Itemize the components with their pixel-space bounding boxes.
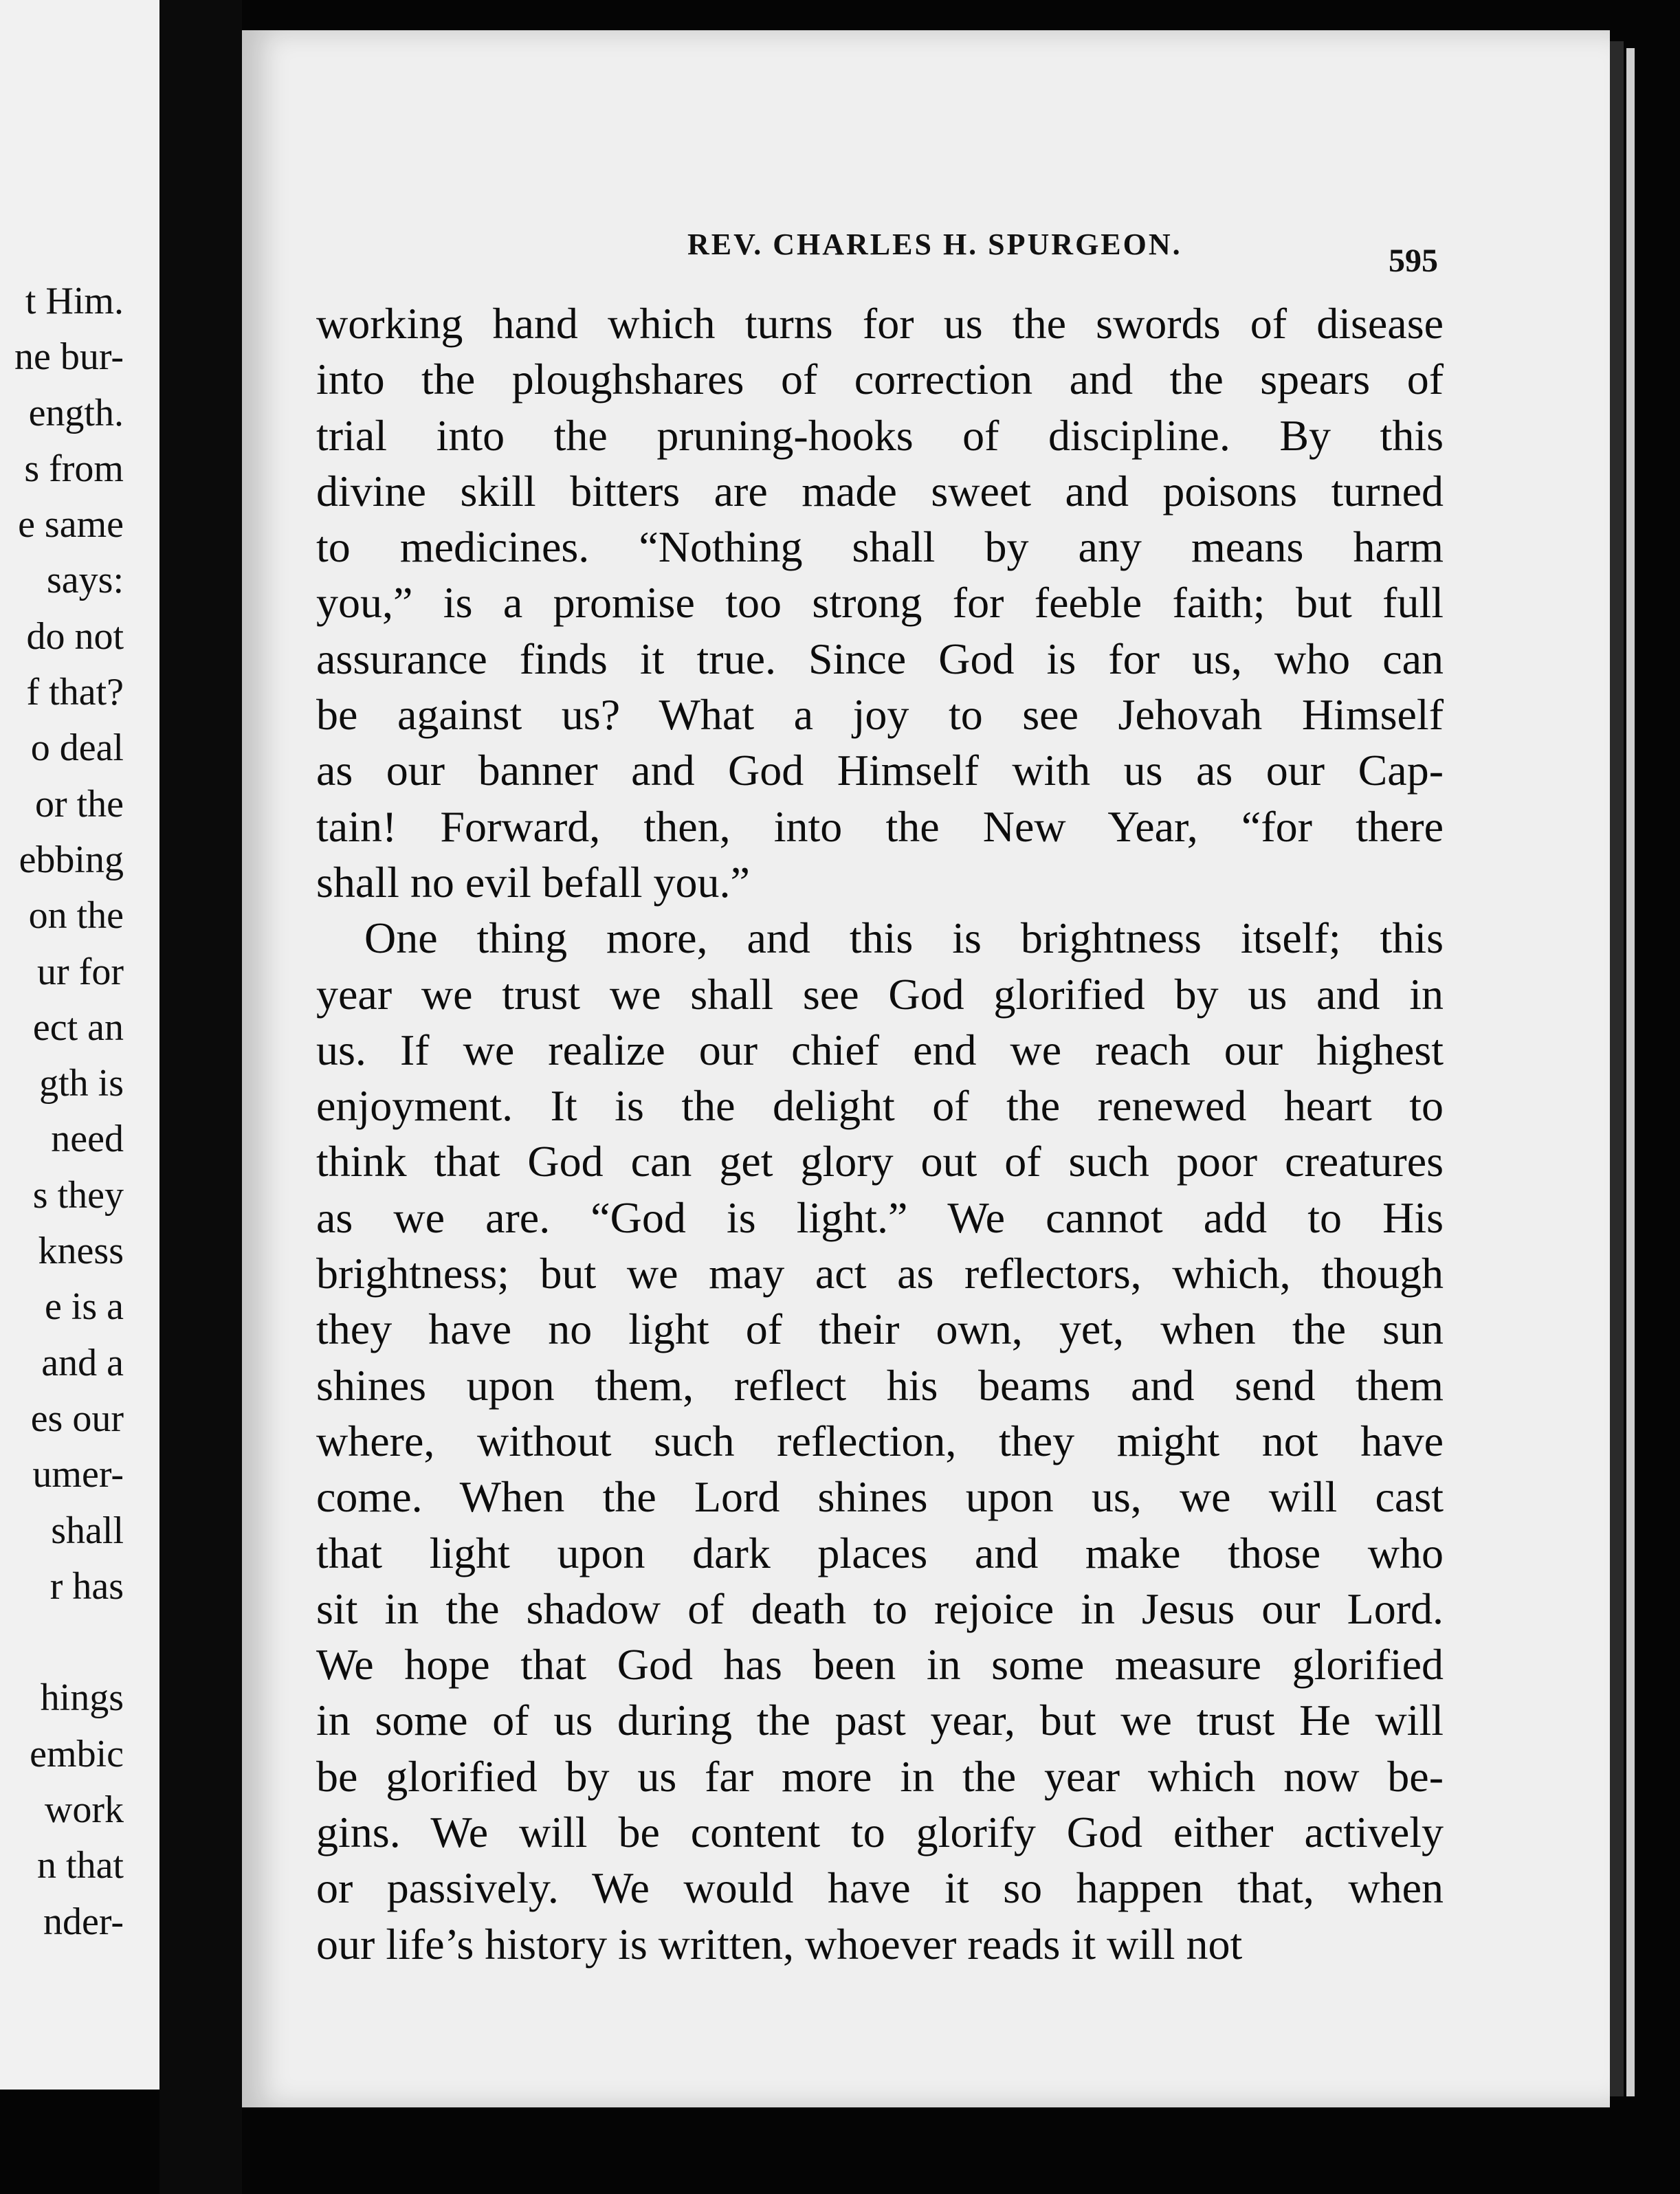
- page-edge: [1626, 48, 1635, 2096]
- left-line-fragment: ebbing: [19, 838, 124, 881]
- left-line-fragment: gth is: [39, 1062, 124, 1105]
- text-line: us. If we realize our chief end we reach our highest: [316, 1025, 1444, 1074]
- left-line-fragment: embic: [30, 1732, 124, 1775]
- text-line: or passively. We would have it so happen that, when: [316, 1863, 1444, 1913]
- text-line: our life’s history is written, whoever reads it will not: [316, 1919, 1243, 1969]
- running-head: REV. CHARLES H. SPURGEON.: [687, 228, 1182, 261]
- text-line: to medicines. “Nothing shall by any means harm: [316, 522, 1444, 572]
- text-line: We hope that God has been in some measure glorified: [316, 1640, 1444, 1689]
- left-line-fragment: says:: [47, 559, 124, 602]
- left-line-fragment: or the: [34, 782, 124, 825]
- text-line: think that God can get glory out of such poor creatures: [316, 1137, 1444, 1186]
- text-line: tain! Forward, then, into the New Year, “for there: [316, 801, 1444, 851]
- left-line-fragment: t Him.: [25, 280, 124, 322]
- text-line: they have no light of their own, yet, when the sun: [316, 1305, 1444, 1354]
- left-line-fragment: on the: [28, 894, 124, 938]
- left-line-fragment: f that?: [26, 671, 124, 714]
- left-line-fragment: e same: [18, 503, 124, 546]
- text-line: One thing more, and this is brightness itself; this: [364, 913, 1444, 963]
- text-line: shines upon them, reflect his beams and send them: [316, 1360, 1444, 1410]
- body-text: [316, 296, 1444, 1972]
- left-line-fragment: ength.: [28, 391, 124, 434]
- left-line-fragment: hings: [40, 1676, 124, 1720]
- page-number: 595: [1389, 243, 1438, 279]
- text-line: trial into the pruning-hooks of discipline. By this: [316, 410, 1444, 460]
- text-line: sit in the shadow of death to rejoice in Jesus our Lord.: [316, 1584, 1444, 1633]
- text-line: divine skill bitters are made sweet and poisons turned: [316, 466, 1444, 516]
- text-line: gins. We will be content to glorify God either actively: [316, 1808, 1444, 1857]
- left-line-fragment: es our: [30, 1397, 124, 1440]
- left-line-fragment: [14, 1615, 124, 1670]
- left-line-fragment: ect an: [32, 1006, 124, 1049]
- left-line-fragment: s they: [32, 1173, 124, 1217]
- text-line: where, without such reflection, they might not have: [316, 1416, 1444, 1465]
- text-line: as we are. “God is light.” We cannot add to His: [316, 1193, 1444, 1242]
- text-line: assurance finds it true. Since God is for us, who can: [316, 634, 1444, 683]
- left-line-fragment: o deal: [30, 727, 124, 770]
- left-line-fragment: kness: [38, 1230, 124, 1273]
- left-line-fragment: umer-: [32, 1453, 124, 1496]
- text-line: that light upon dark places and make those who: [316, 1528, 1444, 1577]
- left-line-fragment: ur for: [37, 950, 124, 993]
- left-line-fragment: do not: [26, 614, 124, 658]
- text-line: come. When the Lord shines upon us, we will cast: [316, 1472, 1444, 1522]
- left-line-fragment: s from: [24, 447, 124, 490]
- left-line-fragment: r has: [49, 1564, 124, 1608]
- text-line: working hand which turns for us the swords of disease: [316, 299, 1444, 348]
- left-line-fragment: e is a: [44, 1285, 124, 1329]
- text-line: as our banner and God Himself with us as our Cap-: [316, 746, 1444, 795]
- left-line-fragment: nder-: [43, 1900, 124, 1943]
- left-line-fragment: ne bur-: [14, 335, 124, 379]
- left-page: [0, 0, 164, 2090]
- text-line: shall no evil befall you.”: [316, 857, 750, 907]
- text-line: enjoyment. It is the delight of the renewed heart to: [316, 1081, 1444, 1131]
- text-line: into the ploughshares of correction and the spears of: [316, 355, 1444, 404]
- left-line-fragment: work: [44, 1788, 124, 1832]
- left-line-fragment: and a: [41, 1341, 124, 1384]
- text-line: year we trust we shall see God glorified by us and in: [316, 969, 1444, 1019]
- text-line: you,” is a promise too strong for feeble faith; but full: [316, 578, 1444, 628]
- book-gutter: [159, 0, 242, 2194]
- left-line-fragment: n that: [37, 1844, 124, 1887]
- left-page-text: [14, 274, 124, 1950]
- text-line: be glorified by us far more in the year which now be-: [316, 1751, 1444, 1801]
- left-line-fragment: need: [51, 1118, 124, 1161]
- left-line-fragment: shall: [51, 1509, 124, 1552]
- page-edge-shadow: [1610, 41, 1624, 2096]
- text-line: be against us? What a joy to see Jehovah Himself: [316, 690, 1444, 740]
- text-line: in some of us during the past year, but we trust He will: [316, 1696, 1444, 1745]
- text-line: brightness; but we may act as reflectors, which, though: [316, 1249, 1444, 1298]
